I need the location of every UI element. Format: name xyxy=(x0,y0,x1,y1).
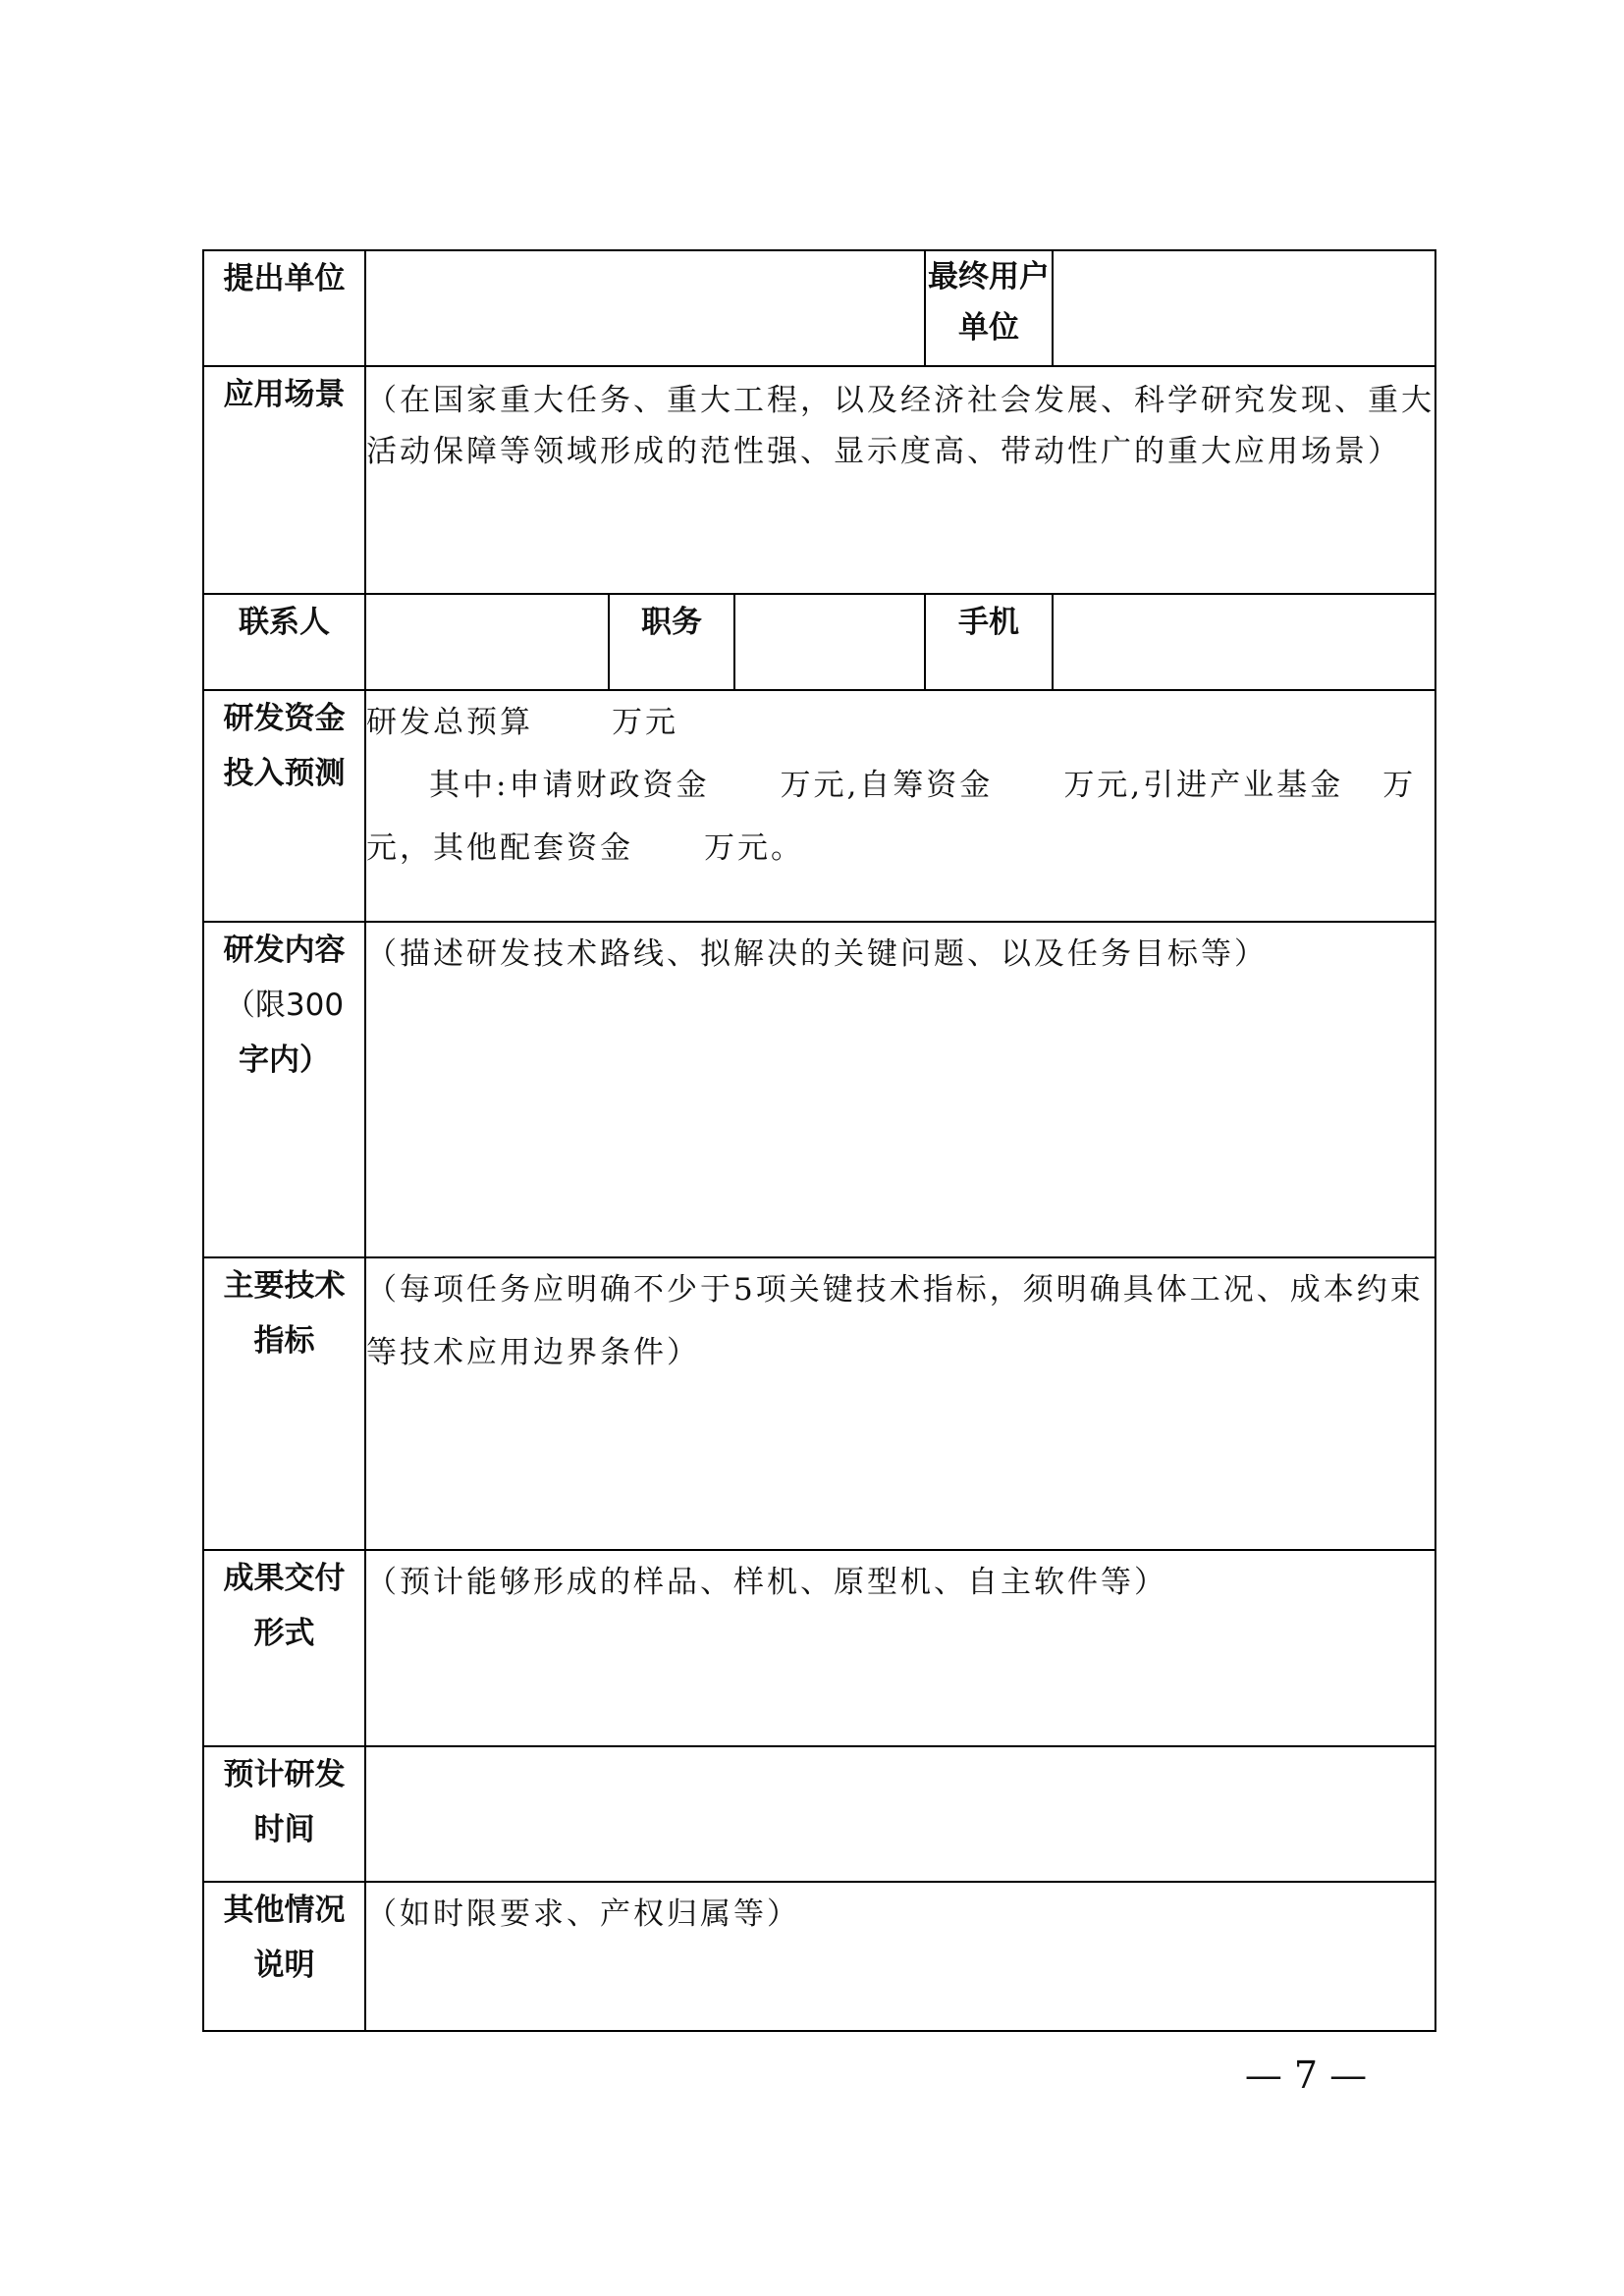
field-mobile[interactable] xyxy=(1053,594,1435,690)
row-funding-forecast xyxy=(203,690,1435,922)
row-rd-content xyxy=(203,922,1435,1257)
field-position[interactable] xyxy=(734,594,925,690)
page-number: — 7 — xyxy=(1244,2054,1368,2097)
field-tech-indicators[interactable] xyxy=(365,1257,1435,1550)
row-contact xyxy=(203,594,1435,690)
field-application-scenario[interactable] xyxy=(365,366,1435,594)
hint-other-info: （如时限要求、产权归属等） xyxy=(366,1896,800,1932)
hint-deliverables: （预计能够形成的样品、样机、原型机、自主软件等） xyxy=(366,1565,1167,1600)
field-rd-content[interactable] xyxy=(365,922,1435,1257)
row-application-scenario xyxy=(203,366,1435,594)
label-other-info: 其他情况 说明 xyxy=(203,1882,365,2031)
other-funding-line: 元，其他配套资金 万元。 xyxy=(366,830,804,866)
row-tech-indicators xyxy=(203,1257,1435,1550)
label-position: 职务 xyxy=(609,594,734,690)
field-proposing-unit[interactable] xyxy=(365,250,925,366)
label-deliverables: 成果交付 形式 xyxy=(203,1550,365,1746)
label-funding-forecast: 研发资金 投入预测 xyxy=(203,690,365,922)
row-other-info xyxy=(203,1882,1435,2031)
label-contact-person: 联系人 xyxy=(203,594,365,690)
label-mobile: 手机 xyxy=(925,594,1053,690)
hint-tech-indicators: （每项任务应明确不少于5项关键技术指标，须明确具体工况、成本约束等技术应用边界条件） xyxy=(366,1272,1424,1370)
field-other-info[interactable] xyxy=(365,1882,1435,2031)
application-form-table xyxy=(202,249,1436,2032)
field-deliverables[interactable] xyxy=(365,1550,1435,1746)
hint-rd-content: （描述研发技术路线、拟解决的关键问题、以及任务目标等） xyxy=(366,936,1268,972)
label-rd-content: 研发内容 （限300 字内） xyxy=(203,922,365,1257)
row-proposing-unit xyxy=(203,250,1435,366)
label-proposing-unit: 提出单位 xyxy=(203,250,365,366)
budget-line: 研发总预算 万元 xyxy=(366,705,678,740)
label-end-user-unit: 最终用户单位 xyxy=(925,250,1053,366)
field-funding-forecast[interactable] xyxy=(365,690,1435,922)
row-rd-time xyxy=(203,1746,1435,1882)
hint-application-scenario: （在国家重大任务、重大工程，以及经济社会发展、科学研究发现、重大活动保障等领域形成的范性强、显示度高、带动性广的重大应用场景） xyxy=(366,383,1435,469)
label-rd-time: 预计研发 时间 xyxy=(203,1746,365,1882)
field-rd-time[interactable] xyxy=(365,1746,1435,1882)
label-tech-indicators: 主要技术 指标 xyxy=(203,1257,365,1550)
field-contact-person[interactable] xyxy=(365,594,609,690)
row-deliverables xyxy=(203,1550,1435,1746)
label-application-scenario: 应用场景 xyxy=(203,366,365,594)
field-end-user-unit[interactable] xyxy=(1053,250,1435,366)
funding-breakdown-line: 其中:申请财政资金 万元,自筹资金 万元,引进产业基金 万 xyxy=(429,768,1417,803)
